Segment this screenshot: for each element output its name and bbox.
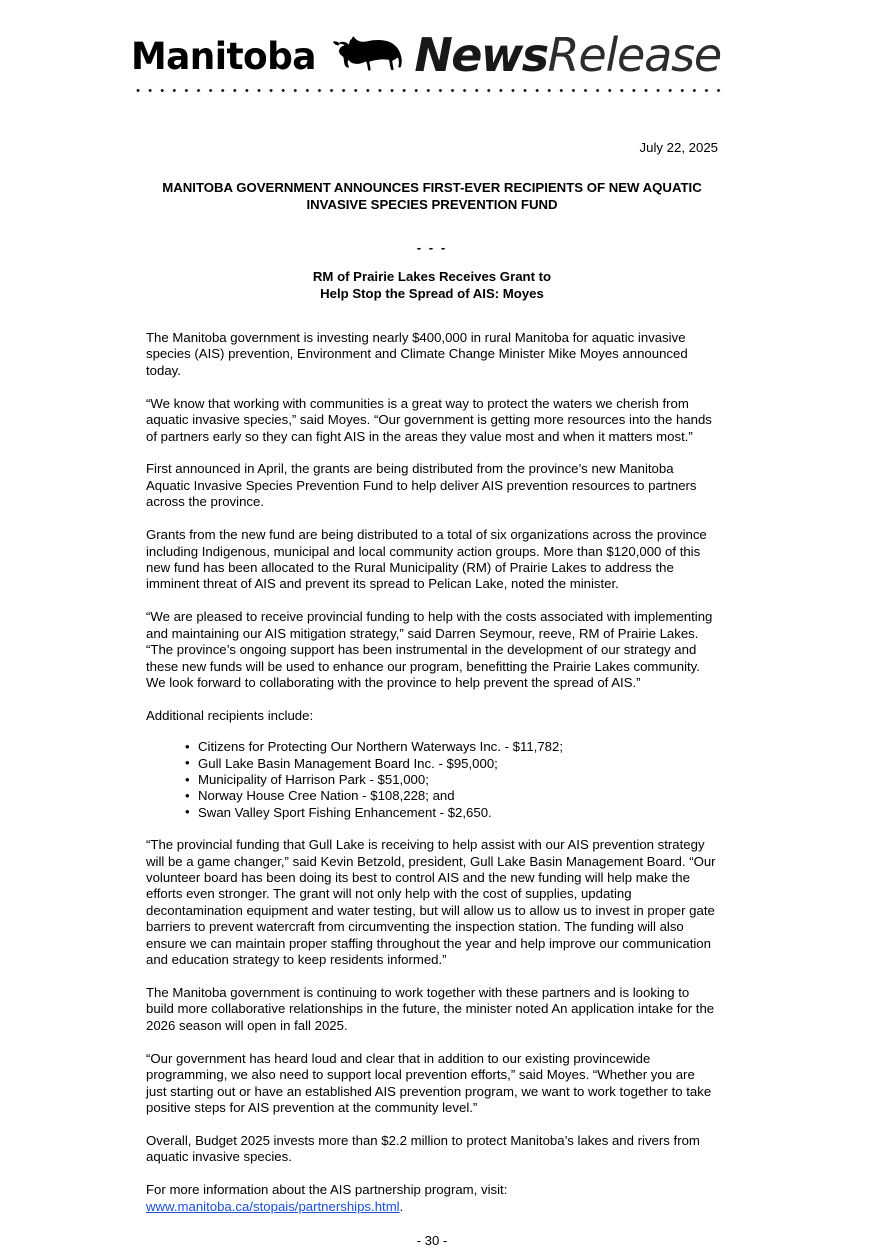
manitoba-wordmark: Manitoba	[131, 35, 316, 78]
news-release-logo	[414, 28, 721, 94]
recipients-intro: Additional recipients include:	[146, 707, 314, 723]
manitoba-logo	[131, 32, 405, 76]
list-item: • Citizens for Protecting Our Northern Waterways Inc. - $11,782;	[185, 739, 718, 755]
end-mark: - 30 -	[416, 1232, 448, 1248]
subheadline	[146, 269, 718, 302]
paragraph: Overall, Budget 2025 invests more than $2.2 million to protect Manitoba’s lakes and rivers from aquatic invasive species.	[146, 1132, 700, 1165]
url-trailing-period: .	[399, 1198, 404, 1214]
release-body	[146, 140, 718, 1249]
subheadline-line-2: Help Stop the Spread of AIS: Moyes	[320, 285, 544, 301]
list-item: • Municipality of Harrison Park - $51,000;	[185, 772, 718, 788]
paragraph: “The provincial funding that Gull Lake is receiving to help assist with our AIS prevention strategy will be a game changer,” said Kevin Betzold, president, Gull Lake Basin Management Board. “Our volunteer board has been doing its best to control AIS and the new funding will help make the efforts even stronger. The grant will not only help with the cost of supplies, updating decontamination equipment and water testing, but will allow us to allow us to invest in proper gate barriers to prevent watercraft from circumventing the inspection station. The funding will also ensure we can maintain proper staffing throughout the year and help improve our communication and education strategy to keep residents informed.”	[146, 837, 716, 968]
paragraph: The Manitoba government is continuing to work together with these partners and is looking to build more collaborative relationships in the future, the minister noted An application intake for the 2026 season will open in fall 2025.	[146, 985, 715, 1033]
news-wordmark: News	[414, 28, 548, 82]
recipients-list	[146, 739, 718, 821]
more-info-block	[146, 1182, 718, 1215]
paragraph: “We know that working with communities is a great way to protect the waters we cherish from aquatic invasive species,” said Moyes. “Our government is getting more resources into the hands of partners early so they can fight AIS in the areas they value most and when it matters most.”	[146, 395, 712, 444]
paragraph: First announced in April, the grants are being distributed from the province’s new Manitoba Aquatic Invasive Species Prevention Fund to help deliver AIS prevention resources to partners across the province.	[146, 461, 697, 510]
paragraph: “We are pleased to receive provincial funding to help with the costs associated with implementing and maintaining our AIS mitigation strategy,” said Darren Seymour, reeve, RM of Prairie Lakes. “The province’s ongoing support has been instrumental in the development of our strategy and these new funds will be used to enhance our program, benefitting the Prairie Lakes community. We look forward to collaborating with the province to help prevent the spread of AIS.”	[146, 609, 713, 690]
list-item: • Swan Valley Sport Fishing Enhancement - $2,650.	[185, 805, 718, 821]
paragraph: “Our government has heard loud and clear that in addition to our existing provincewide programming, we also need to support local prevention efforts,” said Moyes. “Whether you are just starting out or have an established AIS prevention program, we want to work together to take positive steps for AIS prevention at the community level.”	[146, 1050, 712, 1115]
headline-separator: - - -	[416, 240, 448, 255]
dotted-divider	[131, 88, 721, 93]
paragraph: Grants from the new fund are being distributed to a total of six organizations across the province including Indigenous, municipal and local community action groups. More than $120,000 of this new fund has been allocated to the Rural Municipality (RM) of Prairie Lakes to address the imminent threat of AIS and prevent its spread to Pelican Lake, noted the minister.	[146, 527, 707, 592]
partnerships-url-link[interactable]: www.manitoba.ca/stopais/partnerships.html	[146, 1198, 400, 1214]
more-info-text: For more information about the AIS partnership program, visit:	[146, 1182, 508, 1198]
list-item: • Norway House Cree Nation - $108,228; and	[185, 788, 718, 804]
list-item: • Gull Lake Basin Management Board Inc. - $95,000;	[185, 756, 718, 772]
page-title: MANITOBA GOVERNMENT ANNOUNCES FIRST-EVER RECIPIENTS OF NEW AQUATIC INVASIVE SPECIES PREVENTION FUND	[162, 180, 702, 212]
masthead	[131, 28, 721, 100]
subheadline-line-1: RM of Prairie Lakes Receives Grant to	[312, 269, 552, 284]
paragraph: The Manitoba government is investing nearly $400,000 in rural Manitoba for aquatic invasive species (AIS) prevention, Environment and Climate Change Minister Mike Moyes announced today.	[146, 330, 688, 378]
release-date: July 22, 2025	[639, 140, 718, 155]
body-copy	[146, 330, 718, 1249]
bison-icon	[331, 32, 405, 74]
release-wordmark: Release	[547, 28, 721, 82]
